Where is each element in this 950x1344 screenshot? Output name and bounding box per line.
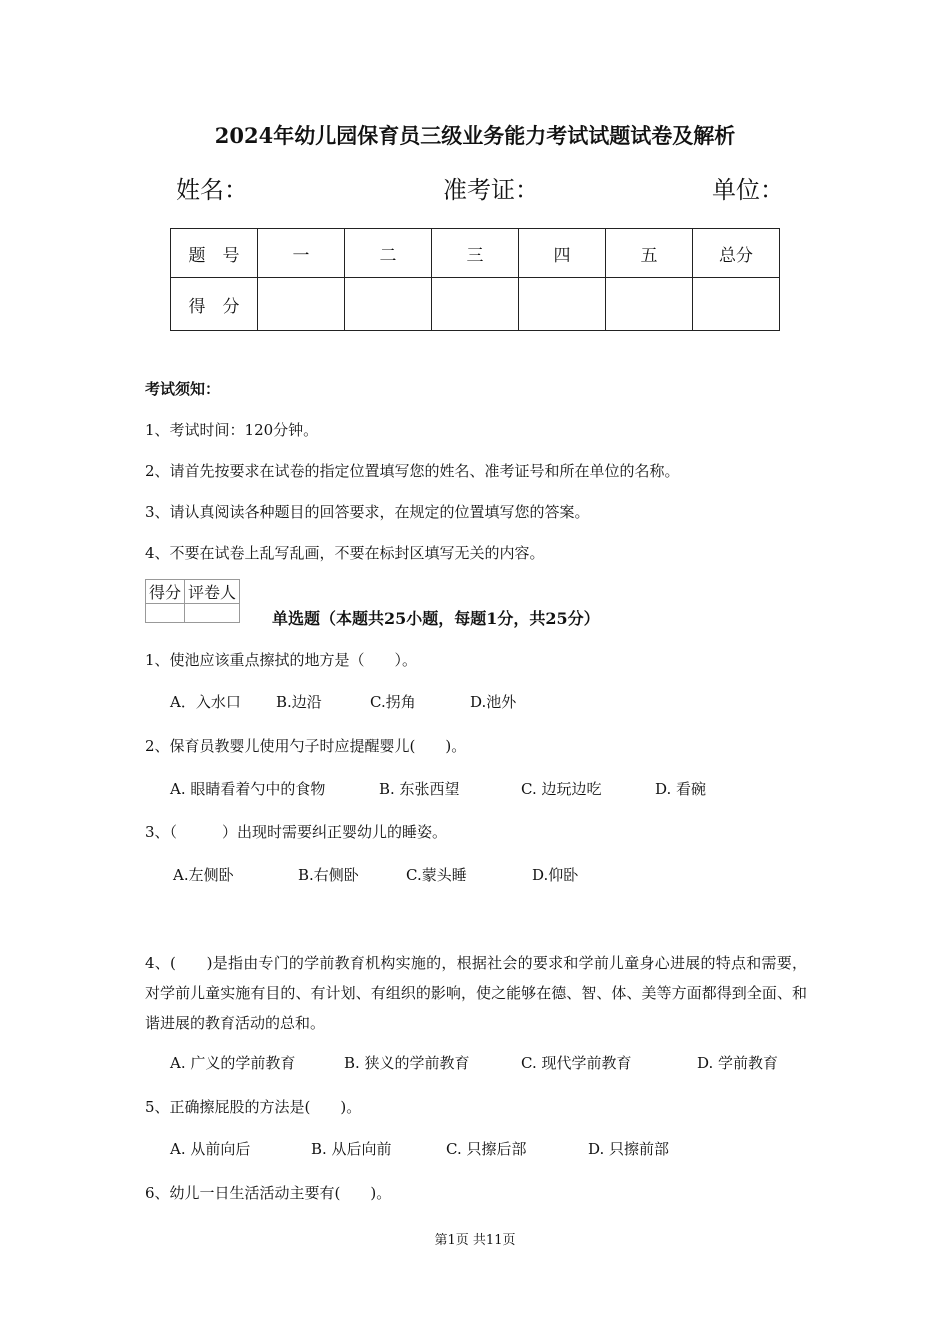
option-b[interactable]: B. 狭义的学前教育 [344,1054,470,1072]
score-header-cell: 二 [345,229,432,278]
question-stem: 4、( )是指由专门的学前教育机构实施的，根据社会的要求和学前儿童身心进展的特点和需要，对学前儿童实施有目的、有计划、有组织的影响，使之能够在德、智、体、美等方面都得到全面、和谐进展的教育活动的总和。 [145,954,807,1032]
score-cell[interactable] [693,278,780,331]
option-c[interactable]: C. 只擦后部 [446,1140,527,1158]
section-title: 单选题（本题共25小题，每题1分，共25分） [272,609,600,628]
score-cell[interactable] [519,278,606,331]
exam-number-field-label: 准考证： [443,176,539,204]
score-row-label: 得 分 [171,278,258,331]
option-d[interactable]: D. 学前教育 [697,1054,779,1072]
grader-reviewer-label: 评卷人 [185,580,240,604]
score-cell[interactable] [606,278,693,331]
notice-item: 1、考试时间：120分钟。 [145,421,319,439]
option-c[interactable]: C.蒙头睡 [406,866,467,884]
question-stem: 6、幼儿一日生活活动主要有( )。 [145,1184,392,1202]
option-c[interactable]: C. 边玩边吃 [521,780,602,798]
option-a[interactable]: A. 广义的学前教育 [170,1054,296,1072]
unit-field-label: 单位： [712,176,784,204]
score-header-cell: 五 [606,229,693,278]
option-a[interactable]: A. 眼睛看着勺中的食物 [170,780,326,798]
notice-item: 2、请首先按要求在试卷的指定位置填写您的姓名、准考证号和所在单位的名称。 [145,462,680,480]
score-header-cell: 三 [432,229,519,278]
score-table-header-row [171,229,780,278]
score-cell[interactable] [258,278,345,331]
page-title: 2024年幼儿园保育员三级业务能力考试试题试卷及解析 [214,123,736,148]
score-cell[interactable] [345,278,432,331]
option-a[interactable]: A.左侧卧 [173,866,234,884]
option-b[interactable]: B. 东张西望 [379,780,460,798]
option-d[interactable]: D.池外 [470,693,517,711]
question-stem: 5、正确擦屁股的方法是( )。 [145,1098,362,1116]
option-b[interactable]: B.边沿 [276,693,322,711]
grader-score-cell[interactable] [146,604,185,623]
score-table [170,228,780,331]
option-d[interactable]: D. 看碗 [655,780,707,798]
score-table-score-row [171,278,780,331]
grader-score-label: 得分 [146,580,185,604]
notice-heading: 考试须知： [145,380,221,398]
name-field-label: 姓名： [176,176,248,204]
option-d[interactable]: D.仰卧 [532,866,579,884]
option-c[interactable]: C.拐角 [370,693,416,711]
score-header-cell: 题 号 [171,229,258,278]
score-cell[interactable] [432,278,519,331]
grader-reviewer-cell[interactable] [185,604,240,623]
option-b[interactable]: B.右侧卧 [298,866,359,884]
grader-box [145,579,240,623]
question-stem: 2、保育员教婴儿使用勺子时应提醒婴儿( )。 [145,737,467,755]
option-c[interactable]: C. 现代学前教育 [521,1054,632,1072]
page-footer: 第1页 共11页 [434,1233,516,1248]
question-stem: 1、使池应该重点擦拭的地方是（ ）。 [145,651,418,669]
option-d[interactable]: D. 只擦前部 [588,1140,670,1158]
score-header-cell: 一 [258,229,345,278]
option-a[interactable]: A．入水口 [170,693,241,711]
notice-item: 4、不要在试卷上乱写乱画，不要在标封区填写无关的内容。 [145,544,545,562]
score-header-cell: 四 [519,229,606,278]
option-a[interactable]: A. 从前向后 [170,1140,251,1158]
question-stem: 3、（ ）出现时需要纠正婴幼儿的睡姿。 [145,823,448,841]
score-header-cell: 总分 [693,229,780,278]
option-b[interactable]: B. 从后向前 [311,1140,392,1158]
notice-item: 3、请认真阅读各种题目的回答要求，在规定的位置填写您的答案。 [145,503,590,521]
